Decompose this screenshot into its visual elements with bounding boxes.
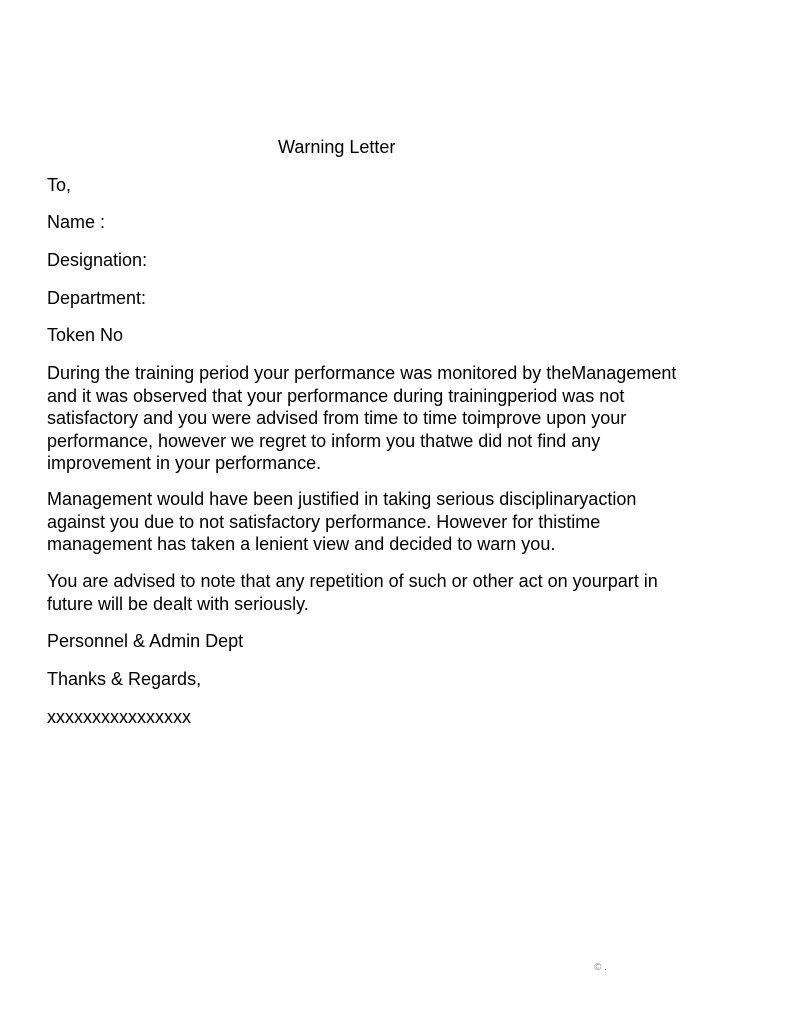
body-paragraph-2	[47, 488, 747, 556]
body-paragraph-3	[47, 570, 747, 615]
body-paragraph-1	[47, 362, 747, 475]
paragraph-line: management has taken a lenient view and decided to warn you.	[47, 534, 556, 554]
closing-regards: Thanks & Regards,	[47, 669, 202, 689]
signature-placeholder: xxxxxxxxxxxxxxxx	[47, 707, 191, 727]
paragraph-line: against you due to not satisfactory performance. However for thistime	[47, 511, 601, 532]
name-label: Name :	[47, 212, 106, 232]
paragraph-line: and it was observed that your performance during trainingperiod was not	[47, 385, 625, 406]
token-label: Token No	[47, 325, 124, 345]
paragraph-line: You are advised to note that any repetition of such or other act on yourpart in	[47, 571, 658, 591]
designation-label: Designation:	[47, 250, 148, 270]
paragraph-line: future will be dealt with seriously.	[47, 593, 309, 614]
letter-title: Warning Letter	[278, 137, 396, 157]
paragraph-line: Management would have been justified in taking serious disciplinaryaction	[47, 489, 637, 509]
paragraph-line: improvement in your performance.	[47, 453, 322, 473]
department-label: Department:	[47, 288, 147, 308]
paragraph-line: During the training period your performance was monitored by theManagement	[47, 363, 677, 383]
department-sign-off: Personnel & Admin Dept	[47, 631, 244, 651]
paragraph-line: performance, however we regret to inform you thatwe did not find any	[47, 430, 601, 451]
recipient-to: To,	[47, 175, 72, 195]
copyright-mark: © .	[594, 962, 607, 973]
paragraph-line: satisfactory and you were advised from time to time toimprove upon your	[47, 408, 627, 428]
